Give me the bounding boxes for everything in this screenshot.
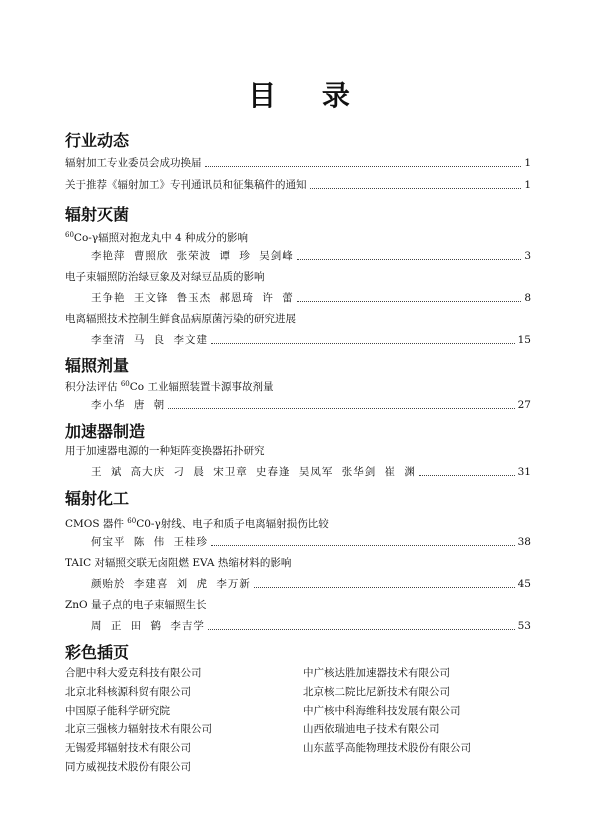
sponsor-name: 中广核达胜加速器技术有限公司 [303,667,450,679]
page-number: 8 [524,292,531,304]
sponsor-name: 山东蓝孚高能物理技术股份有限公司 [303,742,471,754]
page-number: 1 [524,157,531,169]
dot-leader [310,188,522,189]
entry-authors: 王争艳 王文锋 鲁玉杰 郝恩琦 许 蕾 [91,292,294,304]
entry-title[interactable] [65,377,273,394]
toc-entry-authors[interactable] [91,535,531,549]
section-heading-chemistry: 辐射化工 [65,489,130,508]
entry-title-text: Co-γ辐照对抱龙丸中 4 种成分的影响 [73,232,248,244]
dot-leader [254,587,515,588]
entry-authors: 何宝平 陈 伟 王桂珍 [91,536,209,548]
dot-leader [205,166,522,167]
entry-title-text: Co 工业辐照装置卡源事故剂量 [129,381,274,393]
sponsor-name: 无锡爱邦辐射技术有限公司 [65,742,191,754]
sponsor-name: 合肥中科大爱克科技有限公司 [65,667,202,679]
sponsor-name: 山西依瑞迪电子技术有限公司 [303,723,440,735]
toc-entry-authors[interactable] [91,291,531,305]
toc-entry-authors[interactable] [91,465,531,479]
dot-leader [168,408,514,409]
section-heading-dosimetry: 辐照剂量 [65,356,130,375]
page-number: 15 [517,334,531,346]
page-number: 38 [517,536,531,548]
entry-title-prefix: 积分法评估 [65,381,121,393]
entry-title[interactable]: TAIC 对辐照交联无卤阻燃 EVA 热缩材料的影响 [65,557,292,569]
page-number: 27 [517,399,531,411]
entry-authors: 颜贻於 李建喜 刘 虎 李万新 [91,578,251,590]
dot-leader [211,545,515,546]
entry-title: 关于推荐《辐射加工》专刊通讯员和征集稿件的通知 [65,179,307,191]
superscript: 60 [127,517,137,525]
toc-entry-authors[interactable] [91,249,531,263]
page-number: 45 [517,578,531,590]
section-heading-color-pages: 彩色插页 [65,643,130,662]
section-heading-news: 行业动态 [65,131,130,150]
entry-authors: 周 正 田 鹤 李吉学 [91,620,205,632]
page-number: 1 [524,179,531,191]
sponsor-name: 北京核二院比尼新技术有限公司 [303,686,450,698]
superscript: 60 [120,380,130,388]
toc-entry[interactable] [65,178,531,192]
dot-leader [297,259,522,260]
entry-title[interactable]: 用于加速器电源的一种矩阵变换器拓扑研究 [65,445,265,457]
toc-entry-authors[interactable] [91,619,531,633]
section-heading-sterilization: 辐射灭菌 [65,205,130,224]
section-heading-accelerator: 加速器制造 [65,422,146,441]
sponsor-name: 北京三强核力辐射技术有限公司 [65,723,212,735]
page-number: 3 [524,250,531,262]
entry-authors: 李艳萍 曹照欣 张荣波 谭 珍 吴剑峰 [91,250,294,262]
entry-title[interactable]: 电离辐照技术控制生鲜食品病原菌污染的研究进展 [65,313,296,325]
entry-authors: 李奎清 马 良 李文建 [91,334,209,346]
dot-leader [208,629,515,630]
entry-title[interactable]: ZnO 量子点的电子束辐照生长 [65,599,207,611]
sponsor-name: 中广核中科海维科技发展有限公司 [303,705,461,717]
entry-title-text: C0-γ射线、电子和质子电离辐射损伤比较 [136,518,329,530]
toc-entry-authors[interactable] [91,333,531,347]
page-number: 53 [517,620,531,632]
entry-title[interactable] [65,514,329,531]
toc-entry-authors[interactable] [91,398,531,412]
dot-leader [211,343,515,344]
entry-title: 辐射加工专业委员会成功换届 [65,157,202,169]
sponsor-name: 北京北科核源科贸有限公司 [65,686,191,698]
sponsor-name: 中国原子能科学研究院 [65,705,170,717]
entry-authors: 王 斌 高大庆 刁 晨 宋卫章 史春逢 吴凤军 张华剑 崔 渊 [91,466,416,478]
toc-entry-authors[interactable] [91,577,531,591]
sponsor-name: 同方威视技术股份有限公司 [65,761,191,773]
superscript: 60 [65,231,74,239]
toc-entry[interactable] [65,156,531,170]
entry-title[interactable]: 电子束辐照防治绿豆象及对绿豆品质的影响 [65,271,265,283]
entry-title-prefix: CMOS 器件 [65,518,128,530]
page-title: 目 录 [248,79,368,112]
page-number: 31 [517,466,531,478]
entry-title[interactable] [65,228,248,245]
entry-authors: 李小华 唐 朝 [91,399,166,411]
dot-leader [419,475,515,476]
dot-leader [297,301,522,302]
